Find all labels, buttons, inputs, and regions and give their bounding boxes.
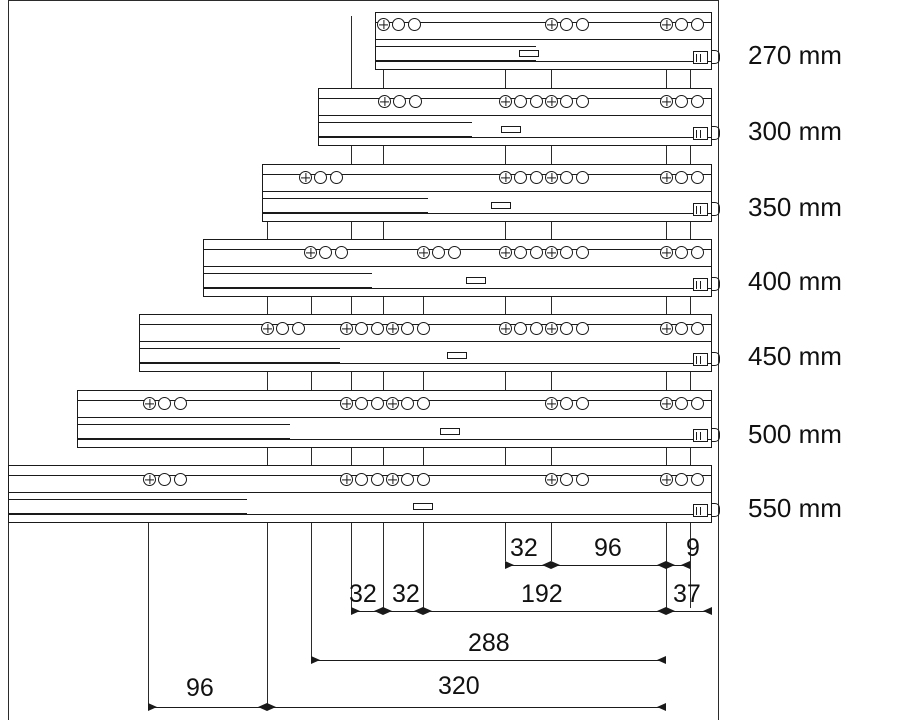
mounting-hole — [417, 397, 430, 410]
slide-low-edge — [263, 213, 711, 214]
dim-arrow — [657, 703, 666, 711]
construction-line-c — [311, 240, 312, 660]
mounting-hole — [432, 246, 445, 259]
mounting-hole — [499, 171, 512, 184]
mounting-hole — [560, 95, 573, 108]
mounting-hole — [401, 473, 414, 486]
dim-label-9: 9 — [686, 534, 700, 562]
mounting-hole — [675, 95, 688, 108]
mounting-hole — [660, 473, 673, 486]
mounting-hole — [408, 18, 421, 31]
mounting-hole — [299, 171, 312, 184]
end-cap — [693, 429, 708, 442]
mounting-hole — [576, 171, 589, 184]
mounting-hole — [371, 397, 384, 410]
dim-line-192 — [423, 611, 666, 612]
mounting-hole — [545, 18, 558, 31]
mounting-hole — [514, 95, 527, 108]
rear-hook — [711, 352, 720, 366]
mounting-hole — [158, 397, 171, 410]
mounting-hole — [660, 322, 673, 335]
mounting-hole — [340, 397, 353, 410]
mounting-hole — [393, 95, 406, 108]
mounting-hole — [545, 473, 558, 486]
length-label-270: 270 mm — [748, 40, 842, 70]
mounting-hole — [560, 473, 573, 486]
mounting-hole — [675, 246, 688, 259]
mounting-hole — [276, 322, 289, 335]
mounting-hole — [158, 473, 171, 486]
slide-mid-edge — [140, 341, 711, 342]
mounting-hole — [675, 322, 688, 335]
mounting-hole — [335, 246, 348, 259]
mounting-hole — [560, 322, 573, 335]
dim-arrow — [383, 607, 392, 615]
mounting-hole — [401, 322, 414, 335]
dim-arrow — [542, 561, 551, 569]
mounting-hole — [560, 171, 573, 184]
slide-mid-edge — [263, 191, 711, 192]
mounting-hole — [691, 246, 704, 259]
mounting-hole — [691, 18, 704, 31]
dim-arrow — [657, 656, 666, 664]
dim-label-96-upper: 96 — [594, 534, 622, 562]
slide-low-edge — [9, 514, 711, 515]
mounting-hole — [545, 171, 558, 184]
detent-clip — [491, 202, 511, 209]
mounting-hole — [319, 246, 332, 259]
mounting-hole — [143, 473, 156, 486]
end-cap — [693, 51, 708, 64]
mounting-hole — [530, 246, 543, 259]
mounting-hole — [545, 95, 558, 108]
dim-line-96-upper — [551, 565, 666, 566]
detent-clip — [447, 352, 467, 359]
mounting-hole — [691, 397, 704, 410]
mounting-hole — [691, 95, 704, 108]
mounting-hole — [401, 397, 414, 410]
mounting-hole — [560, 18, 573, 31]
dim-arrow — [666, 561, 675, 569]
mounting-hole — [691, 322, 704, 335]
mounting-hole — [530, 322, 543, 335]
detent-clip — [501, 126, 521, 133]
mounting-hole — [530, 95, 543, 108]
slide-mid-edge — [204, 266, 711, 267]
inner-rail — [8, 499, 247, 514]
dim-label-37: 37 — [673, 580, 701, 608]
mounting-hole — [576, 95, 589, 108]
mounting-hole — [576, 322, 589, 335]
mounting-hole — [340, 322, 353, 335]
mounting-hole — [514, 246, 527, 259]
dim-label-192: 192 — [521, 580, 563, 608]
rear-hook — [711, 503, 720, 517]
mounting-hole — [174, 473, 187, 486]
slide-low-edge — [319, 137, 711, 138]
dim-arrow — [657, 607, 666, 615]
dim-line-288 — [311, 660, 666, 661]
mounting-hole — [660, 397, 673, 410]
dim-arrow — [423, 607, 432, 615]
mounting-hole — [499, 246, 512, 259]
mounting-hole — [545, 246, 558, 259]
mounting-hole — [660, 95, 673, 108]
mounting-hole — [576, 473, 589, 486]
mounting-hole — [261, 322, 274, 335]
detent-clip — [440, 428, 460, 435]
rear-hook — [711, 202, 720, 216]
mounting-hole — [417, 473, 430, 486]
length-label-350: 350 mm — [748, 192, 842, 222]
detent-clip — [413, 503, 433, 510]
inner-rail — [375, 46, 536, 61]
dim-arrow — [258, 703, 267, 711]
mounting-hole — [499, 322, 512, 335]
mounting-hole — [576, 397, 589, 410]
end-cap — [693, 353, 708, 366]
inner-rail — [262, 198, 428, 213]
slide-low-edge — [204, 288, 711, 289]
mounting-hole — [355, 397, 368, 410]
mounting-hole — [675, 18, 688, 31]
mounting-hole — [576, 18, 589, 31]
rear-hook — [711, 428, 720, 442]
dim-line-96-lower — [148, 707, 267, 708]
mounting-hole — [448, 246, 461, 259]
slide-mid-edge — [78, 417, 711, 418]
mounting-hole — [417, 246, 430, 259]
end-cap — [693, 504, 708, 517]
inner-rail — [203, 273, 372, 288]
slide-mid-edge — [376, 39, 711, 40]
mounting-hole — [386, 397, 399, 410]
mounting-hole — [499, 95, 512, 108]
dim-arrow — [551, 561, 560, 569]
mounting-hole — [545, 397, 558, 410]
mounting-hole — [386, 473, 399, 486]
mounting-hole — [330, 171, 343, 184]
slide-mid-edge — [319, 115, 711, 116]
mounting-hole — [514, 322, 527, 335]
inner-rail — [139, 348, 340, 363]
mounting-hole — [691, 473, 704, 486]
mounting-hole — [355, 322, 368, 335]
dim-arrow — [311, 656, 320, 664]
mounting-hole — [560, 246, 573, 259]
mounting-hole — [314, 171, 327, 184]
mounting-hole — [576, 246, 589, 259]
inner-rail — [318, 122, 472, 137]
inner-rail — [77, 424, 290, 439]
frame-left-border — [8, 0, 9, 720]
detent-clip — [466, 277, 486, 284]
length-label-500: 500 mm — [748, 419, 842, 449]
rear-hook — [711, 277, 720, 291]
mounting-hole — [371, 322, 384, 335]
dim-label-32-left-a: 32 — [349, 580, 377, 608]
dim-arrow — [703, 607, 712, 615]
mounting-hole — [560, 397, 573, 410]
mounting-hole — [304, 246, 317, 259]
slide-350 — [262, 164, 712, 222]
dim-line-320 — [267, 707, 666, 708]
mounting-hole — [660, 246, 673, 259]
slide-low-edge — [140, 363, 711, 364]
length-label-400: 400 mm — [748, 266, 842, 296]
dim-arrow — [657, 561, 666, 569]
dim-label-32-left-b: 32 — [392, 580, 420, 608]
end-cap — [693, 278, 708, 291]
mounting-hole — [371, 473, 384, 486]
mounting-hole — [409, 95, 422, 108]
length-label-450: 450 mm — [748, 341, 842, 371]
length-label-550: 550 mm — [748, 493, 842, 523]
mounting-hole — [675, 473, 688, 486]
rear-hook — [711, 50, 720, 64]
mounting-hole — [660, 18, 673, 31]
frame-top-border — [8, 0, 719, 1]
mounting-hole — [174, 397, 187, 410]
rear-hook — [711, 126, 720, 140]
end-cap — [693, 203, 708, 216]
mounting-hole — [392, 18, 405, 31]
mounting-hole — [691, 171, 704, 184]
mounting-hole — [675, 171, 688, 184]
end-cap — [693, 127, 708, 140]
detent-clip — [519, 50, 539, 57]
mounting-hole — [355, 473, 368, 486]
slide-low-edge — [376, 61, 711, 62]
mounting-hole — [530, 171, 543, 184]
slide-low-edge — [78, 439, 711, 440]
length-label-300: 300 mm — [748, 116, 842, 146]
mounting-hole — [514, 171, 527, 184]
mounting-hole — [545, 322, 558, 335]
dim-label-320: 320 — [438, 672, 480, 700]
slide-mid-edge — [9, 492, 711, 493]
dim-label-32-upper: 32 — [510, 534, 538, 562]
mounting-hole — [660, 171, 673, 184]
dim-arrow — [267, 703, 276, 711]
dim-arrow — [148, 703, 157, 711]
mounting-hole — [417, 322, 430, 335]
mounting-hole — [143, 397, 156, 410]
mounting-hole — [377, 18, 390, 31]
mounting-hole — [386, 322, 399, 335]
mounting-hole — [340, 473, 353, 486]
dim-label-288: 288 — [468, 629, 510, 657]
dim-label-96-lower: 96 — [186, 674, 214, 702]
mounting-hole — [675, 397, 688, 410]
mounting-hole — [378, 95, 391, 108]
mounting-hole — [292, 322, 305, 335]
